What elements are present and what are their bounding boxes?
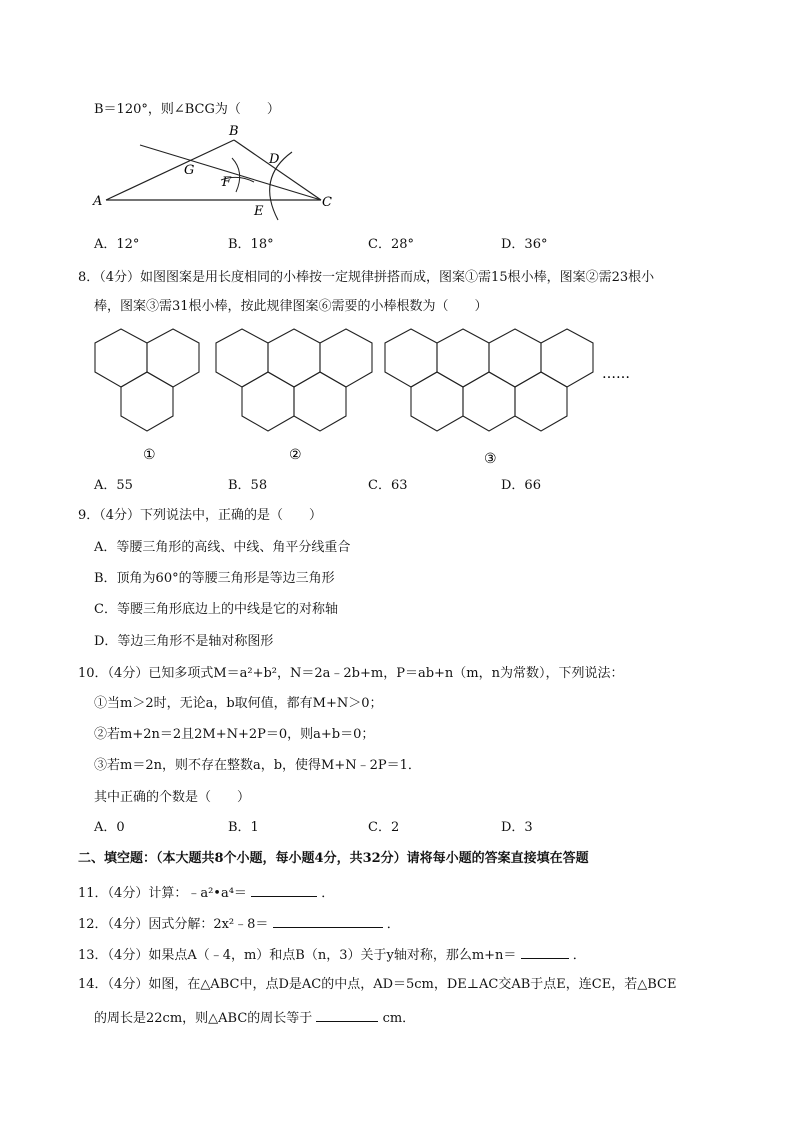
q11-prefix: 11．（4分）计算：﹣a²•a⁴＝: [78, 886, 247, 901]
section2-heading: 二、填空题：（本大题共8个小题，每小题4分，共32分）请将每小题的答案直接填在答题: [78, 851, 589, 866]
label-G: G: [184, 163, 195, 178]
q14-line2-prefix: 的周长是22cm，则△ABC的周长等于: [94, 1011, 313, 1026]
q9-choice-c[interactable]: C．等腰三角形底边上的中线是它的对称轴: [94, 602, 338, 617]
label-E: E: [254, 204, 264, 219]
q10-option-b[interactable]: B．1: [228, 820, 259, 835]
q7-option-d[interactable]: D．36°: [501, 237, 548, 252]
q14-line2-suffix: cm．: [382, 1011, 416, 1026]
label-D: D: [269, 152, 280, 167]
q9-stem: 9．（4分）下列说法中，正确的是（ ）: [78, 508, 323, 523]
q8-option-d[interactable]: D．66: [501, 478, 541, 493]
q14-answer-blank[interactable]: [316, 1007, 378, 1022]
label-C: C: [322, 195, 332, 210]
q13-suffix: ．: [572, 948, 586, 963]
q12-answer-blank[interactable]: [273, 913, 383, 928]
q8-option-c[interactable]: C．63: [368, 478, 408, 493]
q7-option-a[interactable]: A．12°: [94, 237, 140, 252]
q7-stem-tail: B＝120°，则∠BCG为（ ）: [94, 102, 280, 117]
q8-ellipsis: ……: [602, 366, 630, 382]
label-F: F: [222, 175, 232, 190]
q9-choice-b[interactable]: B．顶角为60°的等腰三角形是等边三角形: [94, 571, 335, 586]
q7-option-c[interactable]: C．28°: [368, 237, 414, 252]
q10-stem: 10．（4分）已知多项式M＝a²+b²，N＝2a﹣2b+m，P＝ab+n（m，n为常数），下列说法：: [78, 666, 624, 681]
q10-ask: 其中正确的个数是（ ）: [94, 790, 251, 805]
q11: [78, 882, 334, 903]
q8-option-b[interactable]: B．58: [228, 478, 268, 493]
q7-triangle-figure: [88, 120, 348, 225]
q7-option-b[interactable]: B．18°: [228, 237, 274, 252]
q8-stem-line2: 棒，图案③需31根小棒，按此规律图案⑥需要的小棒根数为（ ）: [94, 299, 488, 314]
q12-prefix: 12．（4分）因式分解：2x²﹣8＝: [78, 917, 269, 932]
q13-prefix: 13．（4分）如果点A（﹣4，m）和点B（n，3）关于y轴对称，那么m+n＝: [78, 948, 517, 963]
label-A: A: [93, 194, 103, 209]
q12-suffix: ．: [386, 917, 400, 932]
q11-suffix: ．: [321, 886, 335, 901]
q8-caption-2: ②: [289, 447, 302, 463]
q13: [78, 944, 586, 965]
q8-hexagon-patterns: [88, 326, 648, 471]
q8-caption-3: ③: [484, 451, 497, 467]
q10-option-c[interactable]: C．2: [368, 820, 400, 835]
q13-answer-blank[interactable]: [521, 944, 569, 959]
q10-option-a[interactable]: A．0: [94, 820, 125, 835]
q9-choice-a[interactable]: A．等腰三角形的高线、中线、角平分线重合: [94, 540, 351, 555]
q9-choice-d[interactable]: D．等边三角形不是轴对称图形: [94, 634, 274, 649]
q10-option-d[interactable]: D．3: [501, 820, 533, 835]
q10-statement-3: ③若m＝2n，则不存在整数a，b，使得M+N﹣2P＝1．: [94, 758, 421, 773]
q14-stem-line2: [94, 1007, 415, 1028]
q8-caption-1: ①: [143, 447, 156, 463]
q12: [78, 913, 400, 934]
q10-statement-2: ②若m+2n＝2且2M+N+2P＝0，则a+b＝0；: [94, 727, 375, 742]
q8-option-a[interactable]: A．55: [94, 478, 133, 493]
q14-stem-line1: 14．（4分）如图，在△ABC中，点D是AC的中点，AD＝5cm，DE⊥AC交AB于点E，连CE，若△BCE: [78, 977, 677, 992]
label-B: B: [229, 124, 239, 139]
q10-statement-1: ①当m＞2时，无论a，b取何值，都有M+N＞0；: [94, 696, 383, 711]
q11-answer-blank[interactable]: [251, 882, 317, 897]
q8-stem-line1: 8．（4分）如图图案是用长度相同的小棒按一定规律拼搭而成，图案①需15根小棒，图案②需23根小: [78, 270, 655, 285]
